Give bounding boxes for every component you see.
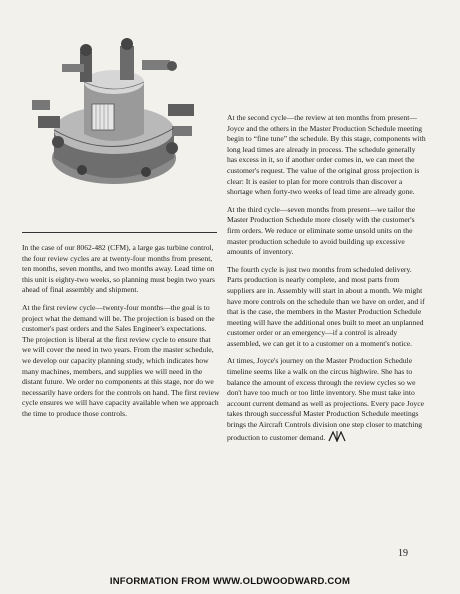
paragraph: The fourth cycle is just two months from scheduled delivery. Parts production is nearly complete, and most parts from suppliers are in. Assembly will start in about a month. We might have more controls on the schedule than we have on order, and if that is the case, the members in the Master Production Schedule meeting will have the additional ones built to meet an unplanned customer order or an emergency—if a control is already assembled, we can get it to a customer on a moment's notice. <box>227 264 425 348</box>
page-number: 19 <box>398 548 408 559</box>
section-rule <box>22 232 217 233</box>
turbine-control-photo <box>22 30 202 200</box>
paragraph <box>227 356 427 443</box>
source-footer: INFORMATION FROM WWW.OLDWOODWARD.COM <box>109 576 351 587</box>
paragraph: At the first review cycle—twenty-four months—the goal is to project what the demand will be. The projection is based on the customer's past orders and the Sales Engineer's expectations. The projection is liberal at the first review cycle to ensure that we will cover the need in two years. From the master schedule, we develop our capacity planning study, which indicates how many machines, members, and supplies we will need in the distant future. We order no components at this stage, nor do we necessarily have orders for the controls on hand. The first review cycle ensures we will have capacity available when we approach the time to produce those controls. <box>22 302 220 418</box>
paragraph-text: At times, Joyce's journey on the Master Production Schedule timeline seems like a walk on the circus highwire. She has to balance the amount of excess through the review cycles so we don't have too much or too little inventory. She must take into account current demand as well as projections. Every pace Joyce takes through successful Master Production Schedule meetings brings the Aircraft Controls division one step closer to matching production to customer demand. <box>227 356 424 442</box>
right-column <box>227 113 427 450</box>
paragraph: At the second cycle—the review at ten months from present—Joyce and the others in the Master Production Schedule meeting begin to “fine tune” the schedule. By this stage, components with long lead times are already in process. The schedule generally has excess in it, so if another order comes in, we can meet the customer's request. The value of the original gross projection is clear: It is easier to plan for more controls than discover a shortage when forty-two weeks of lead time are already gone. <box>227 113 426 197</box>
woodward-logo-icon <box>328 431 346 442</box>
left-column <box>22 243 220 427</box>
paragraph: In the case of our 8062-482 (CFM), a large gas turbine control, the four review cycles are at twenty-four months from present, ten months, seven months, and two months away. Lead time on this unit is eighty-two weeks, so planning must begin two years ahead of final assembly and shipment. <box>22 243 215 295</box>
paragraph: At the third cycle—seven months from present—we tailor the Master Production Schedule more closely with the customer's firm orders. We reduce or eliminate some unsold units on the master production schedule to avoid building up excessive amounts of inventory. <box>227 204 416 257</box>
